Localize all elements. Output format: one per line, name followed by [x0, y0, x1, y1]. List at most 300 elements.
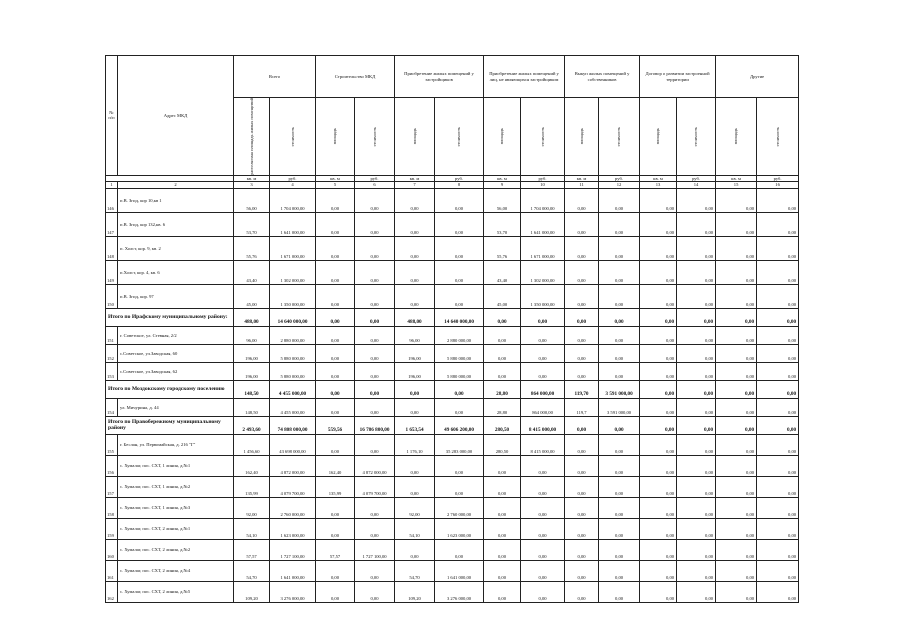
value-cell: 0,00 — [316, 381, 355, 399]
value-cell: 0,00 — [599, 417, 640, 435]
value-cell: 0,00 — [716, 540, 757, 561]
value-cell: 0,00 — [599, 561, 640, 582]
row-number: 162 — [106, 582, 118, 603]
value-cell: 5 880 000,00 — [435, 345, 484, 363]
unit-cell: руб. — [599, 175, 640, 182]
value-cell: 0,00 — [757, 213, 799, 237]
unit-cell: кв. м — [565, 175, 599, 182]
row-address: п.В. Згид, кор. 97 — [118, 285, 234, 309]
value-cell: 0,00 — [316, 519, 355, 540]
row-number: 158 — [106, 498, 118, 519]
value-cell: 5 880 000,00 — [270, 363, 316, 381]
unit-cell: руб. — [270, 175, 316, 182]
column-number: 9 — [484, 182, 521, 189]
value-cell: 0,00 — [599, 582, 640, 603]
value-cell: 0,00 — [484, 456, 521, 477]
value-cell: 0,00 — [355, 327, 395, 345]
value-cell: 0,00 — [484, 519, 521, 540]
value-cell: 0,00 — [640, 456, 677, 477]
header-subcolumn-label: площадь — [733, 128, 739, 145]
value-cell: 1 176,10 — [395, 435, 435, 456]
value-cell: 0,00 — [677, 399, 716, 417]
value-cell: 0,00 — [355, 237, 395, 261]
value-cell: 3 276 000,00 — [270, 582, 316, 603]
row-address: с. Хумалаг, пос. СХТ, 1 линия, д.№3 — [118, 498, 234, 519]
header-subcolumn-label: стоимость — [371, 126, 377, 147]
value-cell: 0,00 — [565, 327, 599, 345]
column-number: 7 — [395, 182, 435, 189]
value-cell: 135,99 — [316, 477, 355, 498]
unit-cell: кв. м — [640, 175, 677, 182]
value-cell: 0,00 — [757, 582, 799, 603]
value-cell: 109,20 — [234, 582, 270, 603]
value-cell: 8 415 000,00 — [521, 435, 565, 456]
value-cell: 49 606 200,00 — [435, 417, 484, 435]
value-cell: 0,00 — [716, 345, 757, 363]
value-cell: 0,00 — [565, 189, 599, 213]
column-number: 3 — [234, 182, 270, 189]
row-address: г. Беслан, ул. Первомайская, д. 216 "Г" — [118, 435, 234, 456]
value-cell: 0,00 — [316, 309, 355, 327]
value-cell: 0,00 — [484, 327, 521, 345]
row-address: с.Советское, ул.Заводская, 60 — [118, 345, 234, 363]
value-cell: 196,00 — [395, 345, 435, 363]
value-cell: 55,76 — [234, 237, 270, 261]
row-address: с. Хумалаг, пос. СХТ, 2 линия, д.№5 — [118, 582, 234, 603]
subtotal-row — [106, 309, 799, 327]
value-cell: 55,76 — [484, 237, 521, 261]
value-cell: 0,00 — [484, 345, 521, 363]
value-cell: 0,00 — [484, 540, 521, 561]
column-number: 5 — [316, 182, 355, 189]
value-cell: 0,00 — [484, 561, 521, 582]
value-cell: 0,00 — [757, 345, 799, 363]
value-cell: 0,00 — [316, 582, 355, 603]
value-cell: 45,00 — [234, 285, 270, 309]
value-cell: 0,00 — [640, 582, 677, 603]
value-cell: 45,00 — [484, 285, 521, 309]
header-subcolumn — [599, 98, 640, 176]
row-address: с. Хумалаг, пос. СХТ, 2 линия, д.№1 — [118, 519, 234, 540]
value-cell: 0,00 — [316, 213, 355, 237]
value-cell: 0,00 — [640, 399, 677, 417]
value-cell: 0,00 — [316, 399, 355, 417]
value-cell: 0,00 — [757, 189, 799, 213]
table-row — [106, 561, 799, 582]
value-cell: 0,00 — [521, 498, 565, 519]
row-number: 147 — [106, 213, 118, 237]
value-cell: 0,00 — [640, 327, 677, 345]
column-number: 16 — [757, 182, 799, 189]
value-cell: 0,00 — [435, 381, 484, 399]
column-number: 2 — [118, 182, 234, 189]
column-number: 1 — [106, 182, 118, 189]
row-number: 155 — [106, 435, 118, 456]
value-cell: 0,00 — [677, 381, 716, 399]
value-cell: 0,00 — [435, 456, 484, 477]
header-subcolumn-label: площадь — [578, 128, 584, 145]
column-number: 15 — [716, 182, 757, 189]
value-cell: 28,80 — [484, 399, 521, 417]
row-address: с. Хумалаг, пос. СХТ, 1 линия, д.№1 — [118, 456, 234, 477]
value-cell: 0,00 — [599, 261, 640, 285]
value-cell: 0,00 — [640, 345, 677, 363]
value-cell: 0,00 — [677, 435, 716, 456]
row-number: 160 — [106, 540, 118, 561]
value-cell: 1 623 000,00 — [270, 519, 316, 540]
row-address: п.В. Згид, кор 132,кв. 6 — [118, 213, 234, 237]
column-number: 6 — [355, 182, 395, 189]
value-cell: 0,00 — [435, 189, 484, 213]
value-cell: 0,00 — [565, 345, 599, 363]
value-cell: 0,00 — [565, 561, 599, 582]
header-subcolumn — [270, 98, 316, 176]
header-subcolumn-label: стоимость — [693, 126, 699, 147]
value-cell: 0,00 — [565, 540, 599, 561]
value-cell: 559,56 — [316, 417, 355, 435]
column-number: 10 — [521, 182, 565, 189]
value-cell: 0,00 — [521, 456, 565, 477]
value-cell: 0,00 — [355, 519, 395, 540]
unit-cell: кв. м — [716, 175, 757, 182]
value-cell: 0,00 — [677, 540, 716, 561]
value-cell: 109,20 — [395, 582, 435, 603]
header-subcolumn — [355, 98, 395, 176]
value-cell: 0,00 — [757, 381, 799, 399]
subtotal-row — [106, 417, 799, 435]
value-cell: 4 872 000,00 — [355, 456, 395, 477]
value-cell: 0,00 — [435, 399, 484, 417]
value-cell: 0,00 — [640, 435, 677, 456]
value-cell: 0,00 — [716, 561, 757, 582]
value-cell: 4 455 000,00 — [270, 399, 316, 417]
header-group: Договор о развитии застроенной территории — [640, 56, 716, 98]
value-cell: 0,00 — [599, 540, 640, 561]
value-cell: 0,00 — [395, 237, 435, 261]
value-cell: 0,00 — [316, 561, 355, 582]
table-header — [106, 56, 799, 189]
value-cell: 43,40 — [234, 261, 270, 285]
value-cell: 53,70 — [484, 213, 521, 237]
row-address: с. Хумалаг, пос. СХТ, 2 линия, д.№4 — [118, 561, 234, 582]
value-cell: 0,00 — [677, 519, 716, 540]
value-cell: 54,10 — [234, 519, 270, 540]
value-cell: 1 623 000,00 — [435, 519, 484, 540]
value-cell: 0,00 — [599, 456, 640, 477]
value-cell: 0,00 — [757, 417, 799, 435]
value-cell: 0,00 — [640, 261, 677, 285]
value-cell: 0,00 — [716, 363, 757, 381]
value-cell: 0,00 — [435, 213, 484, 237]
value-cell: 0,00 — [355, 399, 395, 417]
table-row — [106, 582, 799, 603]
value-cell: 0,00 — [716, 213, 757, 237]
value-cell: 0,00 — [677, 213, 716, 237]
header-subcolumn-label: стоимость — [774, 126, 780, 147]
table-row — [106, 477, 799, 498]
value-cell: 0,00 — [565, 477, 599, 498]
value-cell: 2 880 000,00 — [270, 327, 316, 345]
row-address: п. Холст, кор. 9, кв. 2 — [118, 237, 234, 261]
header-subcolumn — [565, 98, 599, 176]
value-cell: 1 704 000,00 — [270, 189, 316, 213]
value-cell: 56,00 — [484, 189, 521, 213]
value-cell: 0,00 — [435, 540, 484, 561]
value-cell: 0,00 — [640, 477, 677, 498]
resettlement-table — [105, 55, 799, 603]
subtotal-row — [106, 381, 799, 399]
table-row — [106, 285, 799, 309]
value-cell: 0,00 — [599, 237, 640, 261]
header-group: Всего — [234, 56, 316, 98]
value-cell: 0,00 — [435, 285, 484, 309]
value-cell: 0,00 — [435, 237, 484, 261]
value-cell: 54,70 — [234, 561, 270, 582]
value-cell: 1 671 000,00 — [521, 237, 565, 261]
value-cell: 0,00 — [599, 519, 640, 540]
value-cell: 0,00 — [395, 381, 435, 399]
value-cell: 0,00 — [355, 261, 395, 285]
unit-cell: кв. м — [234, 175, 270, 182]
value-cell: 0,00 — [716, 498, 757, 519]
value-cell: 0,00 — [435, 261, 484, 285]
value-cell: 0,00 — [677, 417, 716, 435]
value-cell: 0,00 — [395, 189, 435, 213]
value-cell: 0,00 — [521, 582, 565, 603]
value-cell: 54,10 — [395, 519, 435, 540]
value-cell: 119,7 — [565, 399, 599, 417]
value-cell: 0,00 — [640, 363, 677, 381]
unit-cell: кв. м — [395, 175, 435, 182]
table-row — [106, 261, 799, 285]
value-cell: 96,00 — [234, 327, 270, 345]
table-row — [106, 498, 799, 519]
value-cell: 0,00 — [565, 456, 599, 477]
value-cell: 1 302 000,00 — [270, 261, 316, 285]
value-cell: 4 455 000,00 — [270, 381, 316, 399]
header-group: Выкуп жилых помещений у собственников — [565, 56, 640, 98]
table-body — [106, 189, 799, 603]
value-cell: 0,00 — [677, 189, 716, 213]
value-cell: 488,00 — [395, 309, 435, 327]
value-cell: 0,00 — [355, 561, 395, 582]
unit-cell: руб. — [521, 175, 565, 182]
value-cell: 14 640 000,00 — [270, 309, 316, 327]
row-address: с. Хумалаг, пос. СХТ, 1 линия, д.№2 — [118, 477, 234, 498]
value-cell: 0,00 — [395, 477, 435, 498]
value-cell: 0,00 — [640, 213, 677, 237]
value-cell: 0,00 — [355, 345, 395, 363]
value-cell: 0,00 — [677, 327, 716, 345]
value-cell: 0,00 — [716, 435, 757, 456]
header-subcolumn-label: стоимость — [289, 126, 295, 147]
value-cell: 0,00 — [640, 540, 677, 561]
value-cell: 0,00 — [316, 498, 355, 519]
value-cell: 0,00 — [599, 189, 640, 213]
value-cell: 0,00 — [565, 582, 599, 603]
header-group: Приобретение жилых помещений у лиц, не являющихся застройщиком — [484, 56, 565, 98]
value-cell: 0,00 — [716, 381, 757, 399]
value-cell: 0,00 — [316, 237, 355, 261]
unit-cell: руб. — [435, 175, 484, 182]
value-cell: 0,00 — [565, 261, 599, 285]
value-cell: 28,80 — [484, 381, 521, 399]
value-cell: 0,00 — [640, 498, 677, 519]
value-cell: 0,00 — [716, 237, 757, 261]
row-number: 151 — [106, 327, 118, 345]
value-cell: 0,00 — [716, 327, 757, 345]
value-cell: 54,70 — [395, 561, 435, 582]
value-cell: 0,00 — [757, 540, 799, 561]
header-subcolumn-label: стоимость — [616, 126, 622, 147]
value-cell: 1 641 000,00 — [521, 213, 565, 237]
header-address: Адрес МКД — [118, 56, 234, 176]
value-cell: 0,00 — [484, 477, 521, 498]
value-cell: 0,00 — [716, 519, 757, 540]
value-cell: 0,00 — [484, 582, 521, 603]
value-cell: 0,00 — [757, 456, 799, 477]
value-cell: 0,00 — [757, 309, 799, 327]
value-cell: 135,99 — [234, 477, 270, 498]
value-cell: 0,00 — [355, 213, 395, 237]
value-cell: 0,00 — [484, 309, 521, 327]
value-cell: 57,57 — [234, 540, 270, 561]
value-cell: 0,00 — [355, 435, 395, 456]
row-number: 146 — [106, 189, 118, 213]
value-cell: 3 591 000,00 — [599, 381, 640, 399]
header-no: № п/п — [106, 56, 118, 176]
value-cell: 16 786 800,00 — [355, 417, 395, 435]
unit-cell: руб. — [677, 175, 716, 182]
value-cell: 0,00 — [599, 477, 640, 498]
value-cell: 0,00 — [521, 363, 565, 381]
value-cell: 0,00 — [316, 345, 355, 363]
value-cell: 0,00 — [521, 477, 565, 498]
value-cell: 0,00 — [599, 363, 640, 381]
value-cell: 5 880 000,00 — [435, 363, 484, 381]
header-subcolumn — [234, 98, 270, 176]
value-cell: 0,00 — [355, 285, 395, 309]
value-cell: 0,00 — [640, 237, 677, 261]
value-cell: 0,00 — [316, 435, 355, 456]
value-cell: 0,00 — [677, 498, 716, 519]
value-cell: 0,00 — [640, 381, 677, 399]
row-number: 148 — [106, 237, 118, 261]
value-cell: 0,00 — [355, 189, 395, 213]
subtotal-label: Итого по Правобережному муниципальному району — [106, 417, 234, 435]
value-cell: 0,00 — [716, 456, 757, 477]
value-cell: 4 079 700,00 — [355, 477, 395, 498]
unit-cell: кв. м — [316, 175, 355, 182]
value-cell: 0,00 — [395, 399, 435, 417]
row-number: 157 — [106, 477, 118, 498]
value-cell: 0,00 — [316, 189, 355, 213]
value-cell: 0,00 — [521, 309, 565, 327]
column-number: 11 — [565, 182, 599, 189]
value-cell: 0,00 — [316, 363, 355, 381]
value-cell: 196,00 — [395, 363, 435, 381]
row-number: 156 — [106, 456, 118, 477]
column-number: 12 — [599, 182, 640, 189]
value-cell: 0,00 — [640, 417, 677, 435]
value-cell: 0,00 — [757, 561, 799, 582]
value-cell: 148,50 — [234, 381, 270, 399]
value-cell: 0,00 — [316, 261, 355, 285]
table-row — [106, 363, 799, 381]
row-address: ул. Мичурина, д. 44 — [118, 399, 234, 417]
value-cell: 0,00 — [677, 237, 716, 261]
value-cell: 0,00 — [640, 189, 677, 213]
value-cell: 0,00 — [677, 582, 716, 603]
header-subcolumn — [640, 98, 677, 176]
value-cell: 0,00 — [599, 327, 640, 345]
value-cell: 43,40 — [484, 261, 521, 285]
value-cell: 0,00 — [355, 582, 395, 603]
subtotal-label: Итого по Моздокскому городскому поселению — [106, 381, 234, 399]
value-cell: 1 641 000,00 — [270, 213, 316, 237]
value-cell: 57,57 — [316, 540, 355, 561]
header-subcolumn-label: площадь — [411, 128, 417, 145]
value-cell: 1 302 000,00 — [521, 261, 565, 285]
table-row — [106, 345, 799, 363]
unit-spacer — [106, 175, 234, 182]
value-cell: 0,00 — [677, 456, 716, 477]
header-group: Строительство МКД — [316, 56, 395, 98]
value-cell: 0,00 — [316, 327, 355, 345]
header-subcolumn — [316, 98, 355, 176]
value-cell: 280,50 — [484, 435, 521, 456]
value-cell: 0,00 — [521, 561, 565, 582]
table-row — [106, 456, 799, 477]
value-cell: 0,00 — [395, 213, 435, 237]
value-cell: 0,00 — [640, 309, 677, 327]
header-subcolumn-label: стоимость — [456, 126, 462, 147]
value-cell: 864 000,00 — [521, 399, 565, 417]
value-cell: 0,00 — [677, 561, 716, 582]
value-cell: 0,00 — [521, 345, 565, 363]
header-subcolumn-label: расселяемая площадь жилых помещений — [248, 98, 254, 175]
header-subcolumn-label: площадь — [332, 128, 338, 145]
row-number: 161 — [106, 561, 118, 582]
value-cell: 196,00 — [234, 363, 270, 381]
header-group: Другие — [716, 56, 799, 98]
value-cell: 4 079 700,00 — [270, 477, 316, 498]
value-cell: 1 704 000,00 — [521, 189, 565, 213]
row-number: 149 — [106, 261, 118, 285]
row-address: п.Холст, кор. 4, кв. 6 — [118, 261, 234, 285]
row-number: 150 — [106, 285, 118, 309]
unit-cell: кв. м — [484, 175, 521, 182]
value-cell: 3 591 000,00 — [599, 399, 640, 417]
value-cell: 0,00 — [355, 363, 395, 381]
value-cell: 0,00 — [757, 519, 799, 540]
value-cell: 0,00 — [521, 540, 565, 561]
table-row — [106, 189, 799, 213]
value-cell: 8 415 000,00 — [521, 417, 565, 435]
value-cell: 0,00 — [395, 261, 435, 285]
value-cell: 96,00 — [395, 327, 435, 345]
header-subcolumn — [716, 98, 757, 176]
value-cell: 0,00 — [716, 309, 757, 327]
header-subcolumn-label: стоимость — [539, 126, 545, 147]
value-cell: 3 276 000,00 — [435, 582, 484, 603]
column-number: 4 — [270, 182, 316, 189]
value-cell: 162,40 — [234, 456, 270, 477]
row-number: 153 — [106, 363, 118, 381]
value-cell: 0,00 — [757, 477, 799, 498]
value-cell: 0,00 — [599, 435, 640, 456]
value-cell: 2 760 000,00 — [270, 498, 316, 519]
